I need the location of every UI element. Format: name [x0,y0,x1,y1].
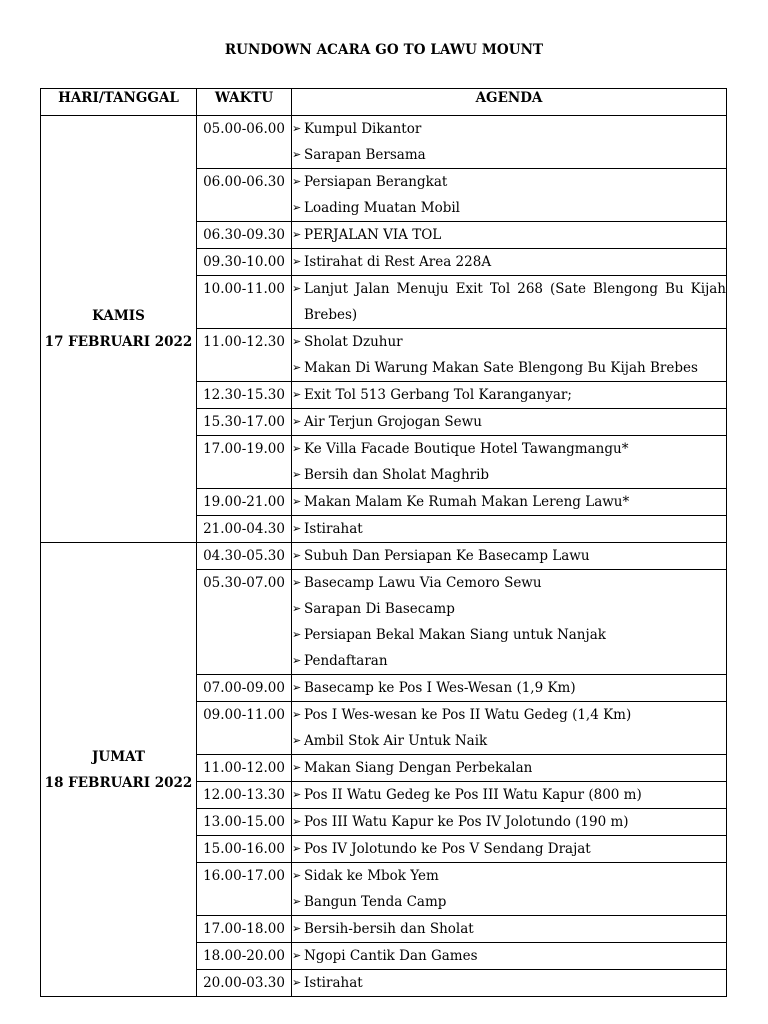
agenda-cell [292,970,727,997]
agenda-item-text: Sarapan Bersama [304,147,426,163]
agenda-item-text: Kumpul Dikantor [304,121,422,137]
arrow-bullet-icon: ➢ [292,122,302,135]
agenda-cell [292,543,727,570]
arrow-bullet-icon: ➢ [292,815,302,828]
agenda-item-text: Istirahat [304,975,363,991]
arrow-bullet-icon: ➢ [292,922,302,935]
agenda-item [292,116,726,142]
agenda-cell [292,249,727,276]
agenda-item-text: Pendaftaran [304,653,388,669]
time-cell: 11.00-12.30 [197,329,292,382]
time-cell: 07.00-09.00 [197,675,292,702]
agenda-cell [292,570,727,675]
header-agenda: AGENDA [292,89,727,116]
agenda-item-text: Exit Tol 513 Gerbang Tol Karanganyar; [304,387,572,403]
agenda-item [292,675,726,701]
table-header-row [41,89,727,116]
agenda-item-text: Makan Malam Ke Rumah Makan Lereng Lawu* [304,494,630,510]
agenda-item [292,970,726,996]
arrow-bullet-icon: ➢ [292,842,302,855]
agenda-item-text: Sholat Dzuhur [304,334,403,350]
agenda-item [292,249,726,275]
agenda-item [292,516,726,542]
table-row [41,116,727,169]
agenda-item-text: Basecamp ke Pos I Wes-Wesan (1,9 Km) [304,680,576,696]
day-date: 18 FEBRUARI 2022 [44,774,193,791]
agenda-item-text: Ambil Stok Air Untuk Naik [304,733,488,749]
agenda-item [292,409,726,435]
time-cell: 18.00-20.00 [197,943,292,970]
agenda-item [292,382,726,408]
agenda-item-text: Air Terjun Grojogan Sewu [304,414,482,430]
agenda-item-text: Makan Siang Dengan Perbekalan [304,760,533,776]
agenda-cell [292,943,727,970]
arrow-bullet-icon: ➢ [292,681,302,694]
arrow-bullet-icon: ➢ [292,335,302,348]
time-cell: 17.00-19.00 [197,436,292,489]
arrow-bullet-icon: ➢ [292,468,302,481]
arrow-bullet-icon: ➢ [292,415,302,428]
time-cell: 12.00-13.30 [197,782,292,809]
agenda-item-text: Pos III Watu Kapur ke Pos IV Jolotundo (190 m) [304,814,629,830]
day-cell [41,543,197,997]
time-cell: 05.30-07.00 [197,570,292,675]
agenda-item [292,142,726,168]
agenda-item-text: Istirahat di Rest Area 228A [304,254,492,270]
agenda-cell [292,836,727,863]
arrow-bullet-icon: ➢ [292,549,302,562]
agenda-item [292,943,726,969]
agenda-item [292,648,726,674]
time-cell: 15.30-17.00 [197,409,292,436]
agenda-item [292,195,726,221]
arrow-bullet-icon: ➢ [292,175,302,188]
time-cell: 12.30-15.30 [197,382,292,409]
arrow-bullet-icon: ➢ [292,576,302,589]
agenda-item-text: Persiapan Bekal Makan Siang untuk Nanjak [304,627,606,643]
arrow-bullet-icon: ➢ [292,734,302,747]
header-time: WAKTU [197,89,292,116]
agenda-cell [292,489,727,516]
agenda-item [292,276,726,328]
agenda-item-text: Sidak ke Mbok Yem [304,868,439,884]
arrow-bullet-icon: ➢ [292,788,302,801]
arrow-bullet-icon: ➢ [292,628,302,641]
table-body [41,116,727,997]
arrow-bullet-icon: ➢ [292,201,302,214]
agenda-cell [292,916,727,943]
day-cell [41,116,197,543]
arrow-bullet-icon: ➢ [292,148,302,161]
agenda-cell [292,276,727,329]
header-day: HARI/TANGGAL [41,89,197,116]
document-title: RUNDOWN ACARA GO TO LAWU MOUNT [224,42,544,58]
agenda-item [292,222,726,248]
agenda-item [292,728,726,754]
agenda-item-text: Sarapan Di Basecamp [304,601,455,617]
time-cell: 21.00-04.30 [197,516,292,543]
arrow-bullet-icon: ➢ [292,869,302,882]
agenda-item [292,489,726,515]
agenda-item-text: Ngopi Cantik Dan Games [304,948,478,964]
agenda-item-text: Bangun Tenda Camp [304,894,447,910]
agenda-item [292,355,726,381]
agenda-cell [292,436,727,489]
day-name: JUMAT [92,748,145,765]
agenda-item [292,836,726,862]
agenda-cell [292,169,727,222]
agenda-item-text: Subuh Dan Persiapan Ke Basecamp Lawu [304,548,590,564]
agenda-item-text: Pos II Watu Gedeg ke Pos III Watu Kapur (800 m) [304,787,642,803]
time-cell: 06.30-09.30 [197,222,292,249]
agenda-cell [292,116,727,169]
arrow-bullet-icon: ➢ [292,602,302,615]
rundown-table [40,88,727,997]
agenda-item [292,916,726,942]
table-row [41,543,727,570]
agenda-item-text: Persiapan Berangkat [304,174,448,190]
agenda-item [292,436,726,462]
time-cell: 13.00-15.00 [197,809,292,836]
agenda-item [292,462,726,488]
time-cell: 09.30-10.00 [197,249,292,276]
arrow-bullet-icon: ➢ [292,761,302,774]
arrow-bullet-icon: ➢ [292,895,302,908]
arrow-bullet-icon: ➢ [292,949,302,962]
agenda-item [292,702,726,728]
agenda-item-text: PERJALAN VIA TOL [304,227,442,243]
agenda-item-text: Istirahat [304,521,363,537]
agenda-item-text: Bersih dan Sholat Maghrib [304,467,490,483]
agenda-item [292,329,726,355]
time-cell: 17.00-18.00 [197,916,292,943]
time-cell: 20.00-03.30 [197,970,292,997]
time-cell: 15.00-16.00 [197,836,292,863]
agenda-item-text: Loading Muatan Mobil [304,200,460,216]
time-cell: 10.00-11.00 [197,276,292,329]
time-cell: 19.00-21.00 [197,489,292,516]
agenda-cell [292,675,727,702]
agenda-item [292,622,726,648]
arrow-bullet-icon: ➢ [292,522,302,535]
time-cell: 11.00-12.00 [197,755,292,782]
arrow-bullet-icon: ➢ [292,442,302,455]
agenda-cell [292,516,727,543]
agenda-item-text: Lanjut Jalan Menuju Exit Tol 268 (Sate Blengong Bu Kijah Brebes) [304,281,726,323]
agenda-cell [292,329,727,382]
time-cell: 06.00-06.30 [197,169,292,222]
arrow-bullet-icon: ➢ [292,361,302,374]
agenda-item-text: Bersih-bersih dan Sholat [304,921,474,937]
agenda-item-text: Ke Villa Facade Boutique Hotel Tawangmangu* [304,441,629,457]
arrow-bullet-icon: ➢ [292,654,302,667]
agenda-cell [292,809,727,836]
agenda-cell [292,702,727,755]
time-cell: 04.30-05.30 [197,543,292,570]
arrow-bullet-icon: ➢ [292,495,302,508]
agenda-cell [292,863,727,916]
agenda-cell [292,409,727,436]
arrow-bullet-icon: ➢ [292,708,302,721]
agenda-cell [292,782,727,809]
agenda-cell [292,382,727,409]
agenda-item-text: Pos IV Jolotundo ke Pos V Sendang Drajat [304,841,591,857]
arrow-bullet-icon: ➢ [292,255,302,268]
agenda-item [292,863,726,889]
time-cell: 16.00-17.00 [197,863,292,916]
agenda-item-text: Pos I Wes-wesan ke Pos II Watu Gedeg (1,4 Km) [304,707,632,723]
agenda-item-text: Basecamp Lawu Via Cemoro Sewu [304,575,542,591]
arrow-bullet-icon: ➢ [292,388,302,401]
agenda-item [292,169,726,195]
agenda-item [292,782,726,808]
agenda-item-text: Makan Di Warung Makan Sate Blengong Bu Kijah Brebes [304,360,698,376]
agenda-item [292,809,726,835]
arrow-bullet-icon: ➢ [292,228,302,241]
arrow-bullet-icon: ➢ [292,282,302,295]
agenda-item [292,570,726,596]
agenda-item [292,889,726,915]
day-name: KAMIS [92,308,145,324]
agenda-item [292,543,726,569]
time-cell: 09.00-11.00 [197,702,292,755]
agenda-cell [292,755,727,782]
arrow-bullet-icon: ➢ [292,976,302,989]
agenda-item [292,755,726,781]
day-date: 17 FEBRUARI 2022 [44,334,193,350]
time-cell: 05.00-06.00 [197,116,292,169]
agenda-cell [292,222,727,249]
agenda-item [292,596,726,622]
